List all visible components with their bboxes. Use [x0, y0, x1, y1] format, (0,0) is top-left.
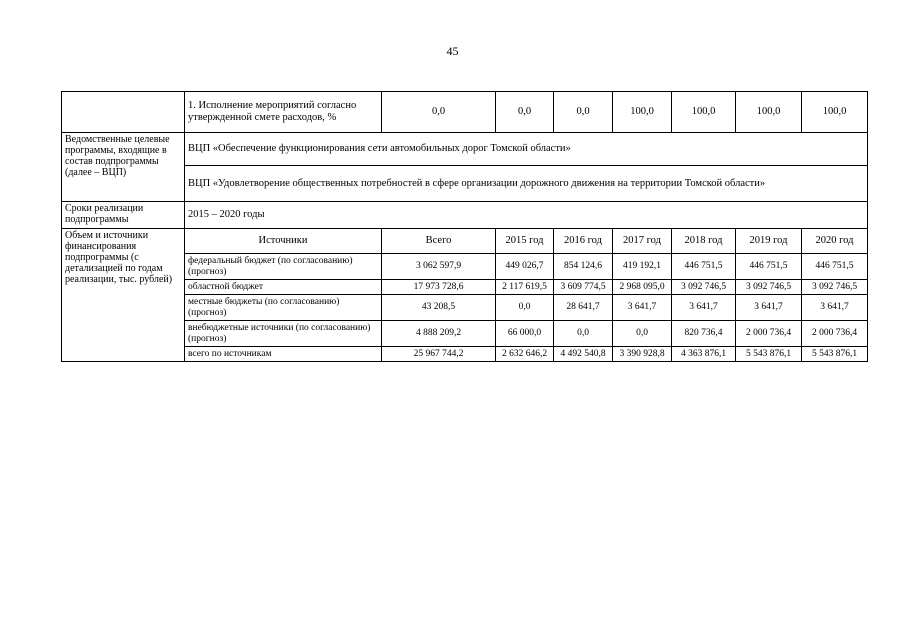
- column-header: 2018 год: [672, 229, 736, 254]
- indicator-value: 100,0: [736, 92, 802, 133]
- page-number: 45: [446, 44, 459, 58]
- empty-cell: [62, 92, 185, 133]
- amount-cell: 3 062 597,9: [382, 254, 496, 280]
- amount-cell: 446 751,5: [736, 254, 802, 280]
- amount-cell: 3 390 928,8: [613, 347, 672, 362]
- indicator-label: 1. Исполнение мероприятий согласно утвержденной смете расходов, %: [185, 92, 382, 133]
- amount-cell: 17 973 728,6: [382, 280, 496, 295]
- vcp-row: [62, 133, 868, 166]
- amount-cell: 820 736,4: [672, 321, 736, 347]
- column-header: Всего: [382, 229, 496, 254]
- amount-cell: 446 751,5: [672, 254, 736, 280]
- amount-cell: 3 092 746,5: [672, 280, 736, 295]
- terms-row: [62, 202, 868, 229]
- amount-cell: 4 492 540,8: [554, 347, 613, 362]
- column-header: 2017 год: [613, 229, 672, 254]
- amount-cell: 446 751,5: [802, 254, 868, 280]
- indicator-value: 100,0: [613, 92, 672, 133]
- amount-cell: 3 092 746,5: [736, 280, 802, 295]
- amount-cell: 4 888 209,2: [382, 321, 496, 347]
- amount-cell: 3 092 746,5: [802, 280, 868, 295]
- indicator-value: 100,0: [672, 92, 736, 133]
- amount-cell: 2 000 736,4: [736, 321, 802, 347]
- amount-cell: 4 363 876,1: [672, 347, 736, 362]
- subprogram-passport-table: [61, 91, 868, 362]
- amount-cell: 3 609 774,5: [554, 280, 613, 295]
- amount-cell: 28 641,7: [554, 295, 613, 321]
- indicator-value: 0,0: [382, 92, 496, 133]
- financing-label: Объем и источники финансирования подпрограммы (с детализацией по годам реализации, тыс. рублей): [62, 229, 185, 362]
- vcp-item: ВЦП «Удовлетворение общественных потребностей в сфере организации дорожного движения на территории Томской области»: [185, 166, 868, 202]
- amount-cell: 854 124,6: [554, 254, 613, 280]
- amount-cell: 2 000 736,4: [802, 321, 868, 347]
- amount-cell: 2 968 095,0: [613, 280, 672, 295]
- column-header: Источники: [185, 229, 382, 254]
- indicator-value: 0,0: [554, 92, 613, 133]
- vcp-item: ВЦП «Обеспечение функционирования сети автомобильных дорог Томской области»: [185, 133, 868, 166]
- source-label: местные бюджеты (по согласованию) (прогноз): [185, 295, 382, 321]
- amount-cell: 419 192,1: [613, 254, 672, 280]
- amount-cell: 0,0: [613, 321, 672, 347]
- amount-cell: 3 641,7: [672, 295, 736, 321]
- indicator-value: 0,0: [496, 92, 554, 133]
- financing-header-row: [62, 229, 868, 254]
- amount-cell: 449 026,7: [496, 254, 554, 280]
- amount-cell: 3 641,7: [736, 295, 802, 321]
- amount-cell: 0,0: [554, 321, 613, 347]
- column-header: 2016 год: [554, 229, 613, 254]
- column-header: 2019 год: [736, 229, 802, 254]
- amount-cell: 3 641,7: [802, 295, 868, 321]
- amount-cell: 2 632 646,2: [496, 347, 554, 362]
- amount-cell: 43 208,5: [382, 295, 496, 321]
- amount-cell: 2 117 619,5: [496, 280, 554, 295]
- amount-cell: 5 543 876,1: [736, 347, 802, 362]
- amount-cell: 66 000,0: [496, 321, 554, 347]
- indicator-value: 100,0: [802, 92, 868, 133]
- vcp-label: Ведомственные целевые программы, входящие в состав подпрограммы (далее – ВЦП): [62, 133, 185, 202]
- terms-value: 2015 – 2020 годы: [185, 202, 868, 229]
- source-label: внебюджетные источники (по согласованию) (прогноз): [185, 321, 382, 347]
- column-header: 2020 год: [802, 229, 868, 254]
- amount-cell: 5 543 876,1: [802, 347, 868, 362]
- amount-cell: 3 641,7: [613, 295, 672, 321]
- source-label: областной бюджет: [185, 280, 382, 295]
- amount-cell: 0,0: [496, 295, 554, 321]
- source-label: всего по источникам: [185, 347, 382, 362]
- source-label: федеральный бюджет (по согласованию) (прогноз): [185, 254, 382, 280]
- terms-label: Сроки реализации подпрограммы: [62, 202, 185, 229]
- column-header: 2015 год: [496, 229, 554, 254]
- indicator-row: [62, 92, 868, 133]
- amount-cell: 25 967 744,2: [382, 347, 496, 362]
